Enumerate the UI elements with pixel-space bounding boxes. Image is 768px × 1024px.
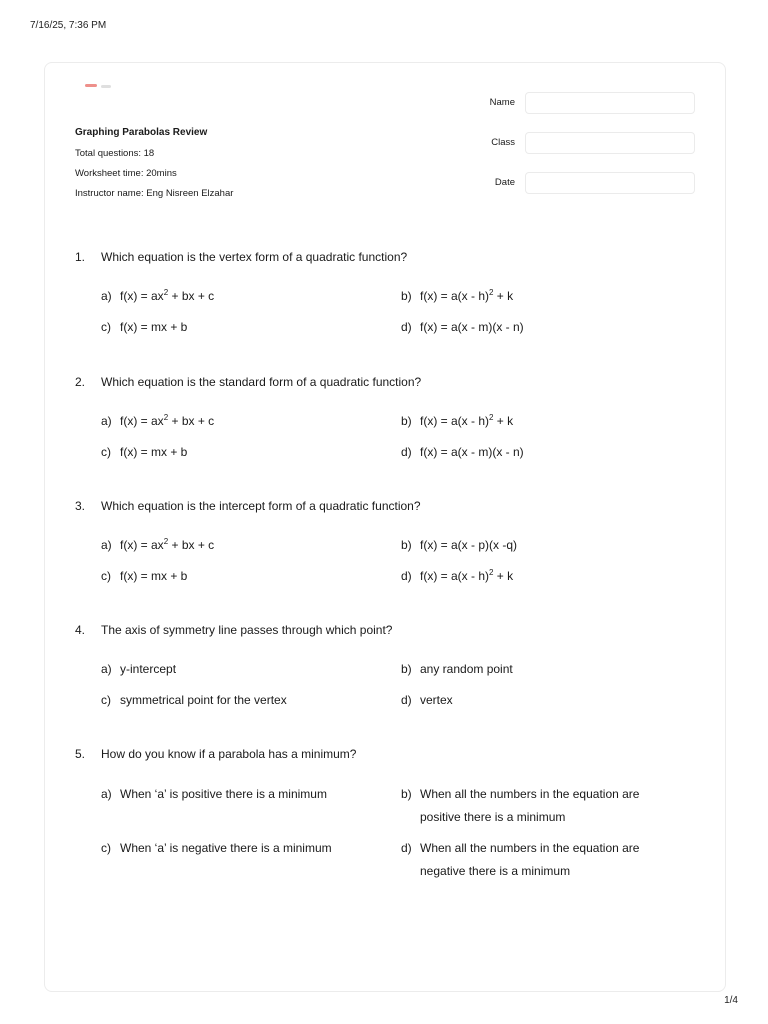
option-d[interactable] [401,837,666,883]
option-a[interactable] [101,410,381,433]
option-text-tail: + k [493,289,514,303]
option-c[interactable] [101,316,381,339]
print-timestamp: 7/16/25, 7:36 PM [30,20,107,31]
brand-logo [75,81,115,91]
option-letter: a) [101,662,112,676]
name-label: Name [489,97,515,108]
question-stem [75,499,705,517]
option-text-main: f(x) = ax [120,538,164,552]
option-letter: a) [101,289,112,303]
page-number: 1/4 [724,995,738,1006]
option-a[interactable] [101,783,371,806]
option-text-main: f(x) = a(x - h) [420,289,490,303]
option-text: When all the numbers in the equation are positive there is a minimum [420,787,640,824]
question-1 [75,250,705,334]
option-text [101,285,381,308]
worksheet-info [75,127,233,208]
logo-gray-stroke [101,85,111,88]
option-text: f(x) = mx + b [120,320,188,334]
question-stem [75,250,705,268]
option-text-tail: + bx + c [168,414,215,428]
date-input[interactable] [525,172,695,194]
option-text [101,410,381,433]
option-a[interactable] [101,534,381,557]
option-text: y-intercept [120,662,177,676]
option-a[interactable] [101,285,381,308]
question-number: 2. [75,375,86,389]
option-text-sup: 2 [489,288,494,297]
option-letter: a) [101,538,112,552]
option-letter: b) [401,787,412,801]
option-text-sup: 2 [489,413,494,422]
question-5 [75,747,705,878]
question-number: 1. [75,250,86,264]
instructor-name: Instructor name: Eng Nisreen Elzahar [75,188,234,199]
option-text-main: f(x) = a(x - h) [420,414,490,428]
question-text: Which equation is the intercept form of a quadratic function? [101,499,421,513]
option-a[interactable] [101,658,381,681]
question-2 [75,375,705,459]
option-letter: c) [101,320,111,334]
option-letter: b) [401,414,412,428]
option-letter: a) [101,414,112,428]
option-text-tail: + k [493,414,514,428]
option-d[interactable] [401,689,681,712]
question-text: Which equation is the vertex form of a quadratic function? [101,250,408,264]
option-text: symmetrical point for the vertex [120,693,287,707]
total-questions: Total questions: 18 [75,148,155,159]
option-letter: c) [101,569,111,583]
class-field [465,132,695,154]
question-stem [75,375,705,393]
question-number: 3. [75,499,86,513]
option-c[interactable] [101,689,381,712]
option-letter: b) [401,538,412,552]
option-b[interactable] [401,534,681,557]
option-d[interactable] [401,441,681,464]
option-text-tail: + k [493,569,514,583]
option-text: f(x) = a(x - m)(x - n) [420,320,524,334]
name-input[interactable] [525,92,695,114]
class-input[interactable] [525,132,695,154]
option-text [401,285,681,308]
worksheet-title: Graphing Parabolas Review [75,127,208,138]
option-c[interactable] [101,565,381,588]
option-text [401,565,681,588]
question-stem [75,747,705,765]
option-letter: d) [401,445,412,459]
option-letter: b) [401,289,412,303]
option-letter: b) [401,662,412,676]
option-letter: d) [401,693,412,707]
option-letter: c) [101,693,111,707]
option-text [101,534,381,557]
question-text: The axis of symmetry line passes through which point? [101,623,393,637]
option-c[interactable] [101,441,381,464]
worksheet-time: Worksheet time: 20mins [75,168,177,179]
option-text-main: f(x) = ax [120,414,164,428]
option-letter: c) [101,841,111,855]
logo-red-stroke [85,84,97,87]
option-letter: d) [401,841,412,855]
option-text-sup: 2 [163,288,169,297]
question-3 [75,499,705,583]
option-text: f(x) = a(x - p)(x -q) [420,538,518,552]
question-4 [75,623,705,707]
option-letter: a) [101,787,112,801]
question-number: 4. [75,623,86,637]
option-text [401,410,681,433]
option-b[interactable] [401,783,666,829]
option-text: f(x) = mx + b [120,445,188,459]
option-text: When ‘a’ is negative there is a minimum [120,841,332,855]
option-text: vertex [420,693,453,707]
option-text-main: f(x) = ax [120,289,164,303]
option-text: When ‘a’ is positive there is a minimum [120,787,327,801]
option-text: f(x) = mx + b [120,569,188,583]
question-number: 5. [75,747,86,761]
option-text: When all the numbers in the equation are negative there is a minimum [420,841,640,878]
option-b[interactable] [401,658,681,681]
option-text-sup: 2 [489,568,494,577]
option-text-sup: 2 [163,413,169,422]
question-text: How do you know if a parabola has a minimum? [101,747,357,761]
option-letter: c) [101,445,111,459]
date-label: Date [494,177,515,188]
option-text-tail: + bx + c [168,289,215,303]
question-stem [75,623,705,641]
option-d[interactable] [401,316,681,339]
date-field [465,172,695,194]
option-text-main: f(x) = a(x - h) [420,569,490,583]
option-b[interactable] [401,410,681,433]
name-field [465,92,695,114]
worksheet-page [44,62,726,992]
question-text: Which equation is the standard form of a quadratic function? [101,375,422,389]
option-letter: d) [401,569,412,583]
option-b[interactable] [401,285,681,308]
option-letter: d) [401,320,412,334]
option-text-sup: 2 [163,537,169,546]
option-c[interactable] [101,837,371,860]
class-label: Class [491,137,515,148]
option-text: any random point [420,662,513,676]
option-d[interactable] [401,565,681,588]
option-text: f(x) = a(x - m)(x - n) [420,445,524,459]
option-text-tail: + bx + c [168,538,215,552]
